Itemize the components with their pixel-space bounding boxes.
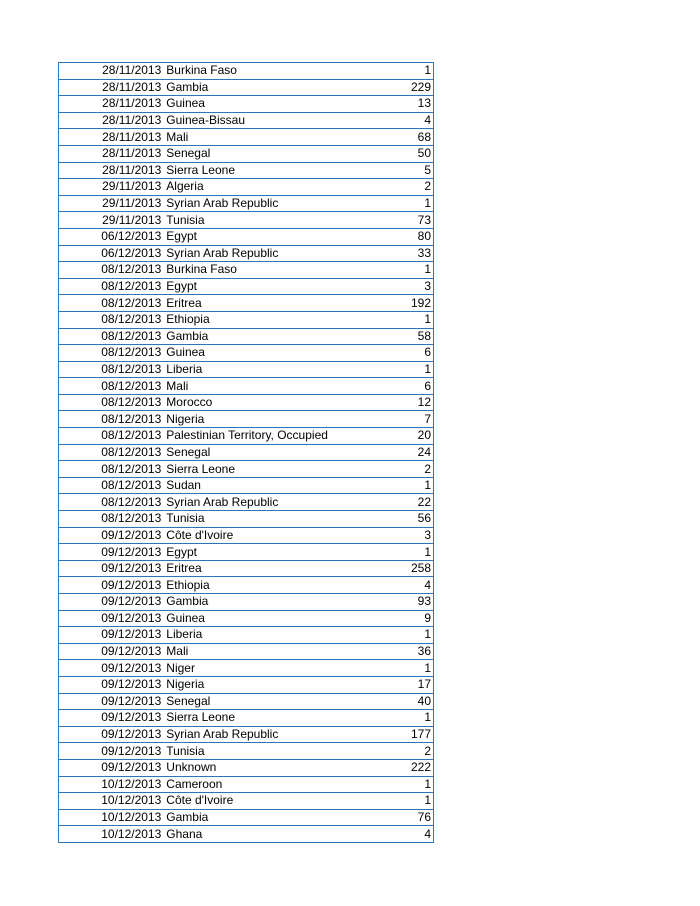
date-cell[interactable]: 09/12/2013 [59, 743, 166, 760]
country-cell[interactable]: Gambia [165, 809, 357, 826]
country-cell[interactable]: Nigeria [165, 676, 357, 693]
data-table [58, 62, 434, 843]
country-cell[interactable]: Egypt [165, 278, 357, 295]
count-cell[interactable]: 73 [357, 212, 434, 229]
table-row [59, 411, 434, 428]
count-cell[interactable]: 192 [357, 295, 434, 312]
table-row [59, 610, 434, 627]
date-cell[interactable]: 09/12/2013 [59, 643, 166, 660]
date-cell[interactable]: 08/12/2013 [59, 477, 166, 494]
count-cell[interactable]: 76 [357, 809, 434, 826]
date-cell[interactable]: 28/11/2013 [59, 162, 166, 179]
count-cell[interactable]: 177 [357, 726, 434, 743]
count-cell[interactable]: 4 [357, 826, 434, 843]
date-cell[interactable]: 08/12/2013 [59, 428, 166, 445]
table-row [59, 676, 434, 693]
country-cell[interactable]: Egypt [165, 228, 357, 245]
count-cell[interactable]: 1 [357, 361, 434, 378]
count-cell[interactable]: 2 [357, 743, 434, 760]
date-cell[interactable]: 28/11/2013 [59, 63, 166, 80]
date-cell[interactable]: 06/12/2013 [59, 228, 166, 245]
date-cell[interactable]: 09/12/2013 [59, 726, 166, 743]
table-row [59, 295, 434, 312]
count-cell[interactable]: 258 [357, 560, 434, 577]
date-cell[interactable]: 09/12/2013 [59, 676, 166, 693]
date-cell[interactable]: 29/11/2013 [59, 212, 166, 229]
count-cell[interactable]: 1 [357, 477, 434, 494]
date-cell[interactable]: 29/11/2013 [59, 179, 166, 196]
count-cell[interactable]: 6 [357, 378, 434, 395]
count-cell[interactable]: 1 [357, 660, 434, 677]
count-cell[interactable]: 13 [357, 96, 434, 113]
table-row [59, 179, 434, 196]
count-cell[interactable]: 229 [357, 79, 434, 96]
count-cell[interactable]: 9 [357, 610, 434, 627]
country-cell[interactable]: Algeria [165, 179, 357, 196]
table-row [59, 262, 434, 279]
country-cell[interactable]: Palestinian Territory, Occupied [165, 428, 357, 445]
table-row [59, 726, 434, 743]
date-cell[interactable]: 28/11/2013 [59, 112, 166, 129]
table-row [59, 511, 434, 528]
country-cell[interactable]: Sierra Leone [165, 710, 357, 727]
table-row [59, 278, 434, 295]
country-cell[interactable]: Cameroon [165, 776, 357, 793]
date-cell[interactable]: 09/12/2013 [59, 527, 166, 544]
count-cell[interactable]: 1 [357, 311, 434, 328]
count-cell[interactable]: 3 [357, 278, 434, 295]
date-cell[interactable]: 08/12/2013 [59, 295, 166, 312]
date-cell[interactable]: 10/12/2013 [59, 776, 166, 793]
country-cell[interactable]: Nigeria [165, 411, 357, 428]
date-cell[interactable]: 08/12/2013 [59, 328, 166, 345]
table-row [59, 195, 434, 212]
country-cell[interactable]: Eritrea [165, 295, 357, 312]
table-row [59, 544, 434, 561]
table-row [59, 693, 434, 710]
table-row [59, 428, 434, 445]
count-cell[interactable]: 1 [357, 776, 434, 793]
date-cell[interactable]: 08/12/2013 [59, 345, 166, 362]
count-cell[interactable]: 5 [357, 162, 434, 179]
table-row [59, 112, 434, 129]
table-row [59, 378, 434, 395]
date-cell[interactable]: 08/12/2013 [59, 262, 166, 279]
table-row [59, 444, 434, 461]
country-cell[interactable]: Gambia [165, 328, 357, 345]
table-row [59, 394, 434, 411]
count-cell[interactable]: 1 [357, 63, 434, 80]
country-cell[interactable]: Sierra Leone [165, 461, 357, 478]
date-cell[interactable]: 06/12/2013 [59, 245, 166, 262]
country-cell[interactable]: Senegal [165, 444, 357, 461]
country-cell[interactable]: Senegal [165, 693, 357, 710]
country-cell[interactable]: Syrian Arab Republic [165, 195, 357, 212]
date-cell[interactable]: 09/12/2013 [59, 710, 166, 727]
date-cell[interactable]: 09/12/2013 [59, 544, 166, 561]
table-row [59, 461, 434, 478]
count-cell[interactable]: 93 [357, 594, 434, 611]
country-cell[interactable]: Unknown [165, 759, 357, 776]
country-cell[interactable]: Sierra Leone [165, 162, 357, 179]
country-cell[interactable]: Guinea [165, 345, 357, 362]
date-cell[interactable]: 28/11/2013 [59, 145, 166, 162]
table-row [59, 759, 434, 776]
country-cell[interactable]: Syrian Arab Republic [165, 245, 357, 262]
date-cell[interactable]: 09/12/2013 [59, 693, 166, 710]
country-cell[interactable]: Sudan [165, 477, 357, 494]
count-cell[interactable]: 4 [357, 577, 434, 594]
count-cell[interactable]: 222 [357, 759, 434, 776]
country-cell[interactable]: Mali [165, 378, 357, 395]
date-cell[interactable]: 29/11/2013 [59, 195, 166, 212]
country-cell[interactable]: Morocco [165, 394, 357, 411]
table-row [59, 743, 434, 760]
table-row [59, 477, 434, 494]
date-cell[interactable]: 08/12/2013 [59, 444, 166, 461]
country-cell[interactable]: Liberia [165, 627, 357, 644]
table-row [59, 494, 434, 511]
count-cell[interactable]: 1 [357, 793, 434, 810]
count-cell[interactable]: 6 [357, 345, 434, 362]
table-row [59, 245, 434, 262]
count-cell[interactable]: 1 [357, 627, 434, 644]
table-row [59, 560, 434, 577]
count-cell[interactable]: 1 [357, 710, 434, 727]
table-row [59, 361, 434, 378]
country-cell[interactable]: Mali [165, 643, 357, 660]
country-cell[interactable]: Syrian Arab Republic [165, 494, 357, 511]
date-cell[interactable]: 10/12/2013 [59, 809, 166, 826]
count-cell[interactable]: 56 [357, 511, 434, 528]
table-row [59, 162, 434, 179]
country-cell[interactable]: Burkina Faso [165, 63, 357, 80]
count-cell[interactable]: 33 [357, 245, 434, 262]
date-cell[interactable]: 08/12/2013 [59, 494, 166, 511]
date-cell[interactable]: 09/12/2013 [59, 560, 166, 577]
table-row [59, 627, 434, 644]
table-row [59, 311, 434, 328]
country-cell[interactable]: Tunisia [165, 212, 357, 229]
date-cell[interactable]: 10/12/2013 [59, 793, 166, 810]
country-cell[interactable]: Egypt [165, 544, 357, 561]
date-cell[interactable]: 10/12/2013 [59, 826, 166, 843]
country-cell[interactable]: Côte d'Ivoire [165, 793, 357, 810]
country-cell[interactable]: Ethiopia [165, 311, 357, 328]
country-cell[interactable]: Gambia [165, 79, 357, 96]
count-cell[interactable]: 4 [357, 112, 434, 129]
date-cell[interactable]: 08/12/2013 [59, 378, 166, 395]
count-cell[interactable]: 20 [357, 428, 434, 445]
table-row [59, 793, 434, 810]
country-cell[interactable]: Niger [165, 660, 357, 677]
count-cell[interactable]: 36 [357, 643, 434, 660]
count-cell[interactable]: 80 [357, 228, 434, 245]
table-row [59, 776, 434, 793]
country-cell[interactable]: Senegal [165, 145, 357, 162]
table-row [59, 345, 434, 362]
table-row [59, 660, 434, 677]
count-cell[interactable]: 1 [357, 544, 434, 561]
table-row [59, 228, 434, 245]
country-cell[interactable]: Guinea [165, 610, 357, 627]
country-cell[interactable]: Ghana [165, 826, 357, 843]
table-row [59, 710, 434, 727]
count-cell[interactable]: 7 [357, 411, 434, 428]
date-cell[interactable]: 09/12/2013 [59, 577, 166, 594]
date-cell[interactable]: 08/12/2013 [59, 278, 166, 295]
table-row [59, 63, 434, 80]
count-cell[interactable]: 24 [357, 444, 434, 461]
table-row [59, 145, 434, 162]
count-cell[interactable]: 2 [357, 461, 434, 478]
date-cell[interactable]: 09/12/2013 [59, 660, 166, 677]
date-cell[interactable]: 08/12/2013 [59, 461, 166, 478]
count-cell[interactable]: 58 [357, 328, 434, 345]
date-cell[interactable]: 28/11/2013 [59, 129, 166, 146]
count-cell[interactable]: 68 [357, 129, 434, 146]
date-cell[interactable]: 08/12/2013 [59, 311, 166, 328]
count-cell[interactable]: 50 [357, 145, 434, 162]
country-cell[interactable]: Côte d'Ivoire [165, 527, 357, 544]
table-row [59, 643, 434, 660]
table-row [59, 577, 434, 594]
country-cell[interactable]: Syrian Arab Republic [165, 726, 357, 743]
count-cell[interactable]: 17 [357, 676, 434, 693]
date-cell[interactable]: 08/12/2013 [59, 361, 166, 378]
country-cell[interactable]: Guinea-Bissau [165, 112, 357, 129]
country-cell[interactable]: Eritrea [165, 560, 357, 577]
country-cell[interactable]: Guinea [165, 96, 357, 113]
date-cell[interactable]: 09/12/2013 [59, 759, 166, 776]
table-row [59, 527, 434, 544]
date-cell[interactable]: 09/12/2013 [59, 627, 166, 644]
count-cell[interactable]: 3 [357, 527, 434, 544]
date-cell[interactable]: 28/11/2013 [59, 96, 166, 113]
count-cell[interactable]: 2 [357, 179, 434, 196]
date-cell[interactable]: 28/11/2013 [59, 79, 166, 96]
date-cell[interactable]: 09/12/2013 [59, 610, 166, 627]
table-body [59, 63, 434, 843]
country-cell[interactable]: Mali [165, 129, 357, 146]
count-cell[interactable]: 1 [357, 195, 434, 212]
table-row [59, 328, 434, 345]
date-cell[interactable]: 08/12/2013 [59, 411, 166, 428]
table-row [59, 594, 434, 611]
table-row [59, 79, 434, 96]
date-cell[interactable]: 08/12/2013 [59, 511, 166, 528]
country-cell[interactable]: Tunisia [165, 743, 357, 760]
count-cell[interactable]: 1 [357, 262, 434, 279]
date-cell[interactable]: 08/12/2013 [59, 394, 166, 411]
count-cell[interactable]: 40 [357, 693, 434, 710]
table-row [59, 809, 434, 826]
date-cell[interactable]: 09/12/2013 [59, 594, 166, 611]
table-row [59, 96, 434, 113]
country-cell[interactable]: Gambia [165, 594, 357, 611]
table-row [59, 212, 434, 229]
country-cell[interactable]: Burkina Faso [165, 262, 357, 279]
count-cell[interactable]: 12 [357, 394, 434, 411]
country-cell[interactable]: Liberia [165, 361, 357, 378]
table-row [59, 129, 434, 146]
country-cell[interactable]: Ethiopia [165, 577, 357, 594]
table-row [59, 826, 434, 843]
count-cell[interactable]: 22 [357, 494, 434, 511]
country-cell[interactable]: Tunisia [165, 511, 357, 528]
